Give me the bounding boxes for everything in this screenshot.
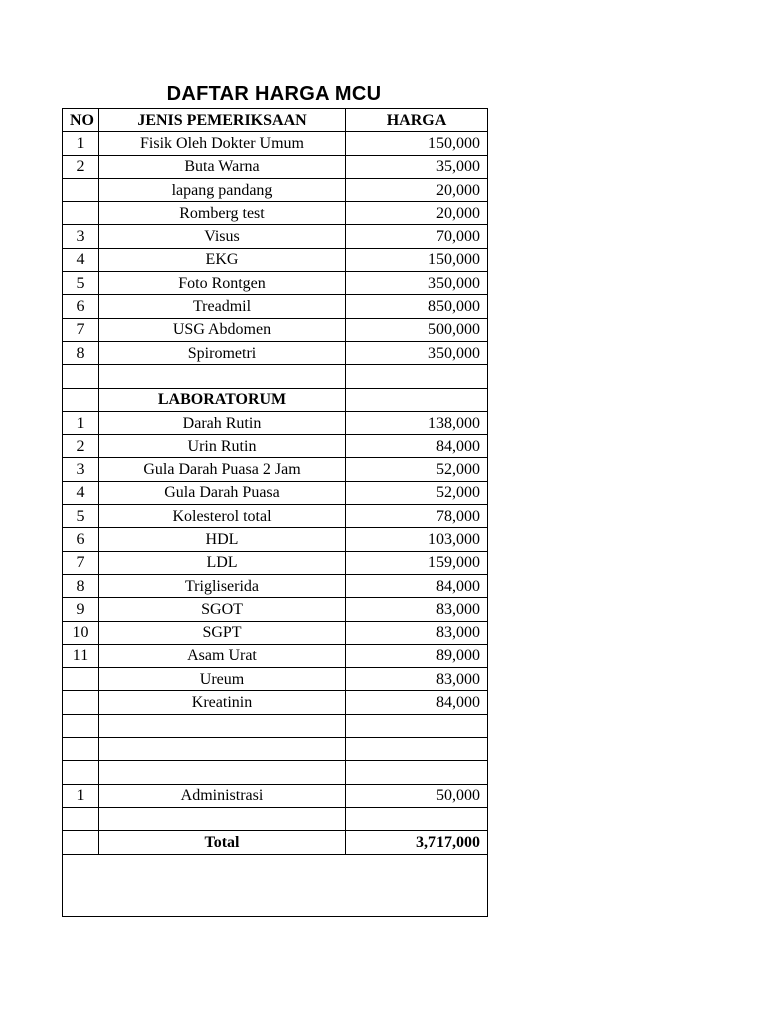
row-no bbox=[63, 807, 99, 830]
row-no bbox=[63, 714, 99, 737]
table-row bbox=[63, 644, 488, 667]
row-no: 9 bbox=[63, 598, 99, 621]
document-title: DAFTAR HARGA MCU bbox=[166, 83, 382, 105]
table-row bbox=[63, 178, 488, 201]
row-price: 84,000 bbox=[346, 574, 488, 597]
row-price: 52,000 bbox=[346, 458, 488, 481]
row-name bbox=[99, 738, 346, 761]
row-no: 1 bbox=[63, 411, 99, 434]
row-price: 20,000 bbox=[346, 178, 488, 201]
table-row bbox=[63, 365, 488, 388]
row-price: 850,000 bbox=[346, 295, 488, 318]
row-price bbox=[346, 807, 488, 830]
row-name: Spirometri bbox=[99, 341, 346, 364]
table-row bbox=[63, 318, 488, 341]
row-name: Fisik Oleh Dokter Umum bbox=[99, 132, 346, 155]
table-row bbox=[63, 807, 488, 830]
row-price bbox=[346, 388, 488, 411]
row-price: 159,000 bbox=[346, 551, 488, 574]
row-price: 350,000 bbox=[346, 341, 488, 364]
row-name: HDL bbox=[99, 528, 346, 551]
row-price: 35,000 bbox=[346, 155, 488, 178]
row-price: 83,000 bbox=[346, 598, 488, 621]
row-price: 50,000 bbox=[346, 784, 488, 807]
row-name bbox=[99, 807, 346, 830]
total-row bbox=[63, 831, 488, 854]
table-header-row bbox=[63, 109, 488, 132]
table-row bbox=[63, 761, 488, 784]
table-row bbox=[63, 155, 488, 178]
table-row bbox=[63, 388, 488, 411]
row-price: 84,000 bbox=[346, 691, 488, 714]
table-row bbox=[63, 202, 488, 225]
row-no: 3 bbox=[63, 458, 99, 481]
row-no: 1 bbox=[63, 784, 99, 807]
row-price: 150,000 bbox=[346, 132, 488, 155]
table-row bbox=[63, 435, 488, 458]
row-no: 10 bbox=[63, 621, 99, 644]
row-price bbox=[346, 365, 488, 388]
table-row bbox=[63, 132, 488, 155]
row-name: EKG bbox=[99, 248, 346, 271]
row-no: 1 bbox=[63, 132, 99, 155]
row-no bbox=[63, 761, 99, 784]
table-row bbox=[63, 295, 488, 318]
table-row bbox=[63, 668, 488, 691]
table-row bbox=[63, 411, 488, 434]
row-name bbox=[99, 365, 346, 388]
row-price: 52,000 bbox=[346, 481, 488, 504]
row-price: 70,000 bbox=[346, 225, 488, 248]
header-no: NO bbox=[63, 109, 99, 132]
row-name: Romberg test bbox=[99, 202, 346, 225]
table-row bbox=[63, 341, 488, 364]
row-no: 2 bbox=[63, 435, 99, 458]
row-no bbox=[63, 365, 99, 388]
row-name: Gula Darah Puasa bbox=[99, 481, 346, 504]
row-no bbox=[63, 178, 99, 201]
row-price bbox=[346, 738, 488, 761]
row-no: 5 bbox=[63, 272, 99, 295]
row-price: 500,000 bbox=[346, 318, 488, 341]
footer-empty-row bbox=[63, 854, 488, 916]
total-no-cell bbox=[63, 831, 99, 854]
row-name: SGPT bbox=[99, 621, 346, 644]
row-no bbox=[63, 202, 99, 225]
row-price: 83,000 bbox=[346, 668, 488, 691]
row-price: 78,000 bbox=[346, 505, 488, 528]
row-price: 83,000 bbox=[346, 621, 488, 644]
row-name: Administrasi bbox=[99, 784, 346, 807]
row-price: 103,000 bbox=[346, 528, 488, 551]
row-no: 7 bbox=[63, 551, 99, 574]
row-price: 350,000 bbox=[346, 272, 488, 295]
table-row bbox=[63, 691, 488, 714]
table-body bbox=[63, 132, 488, 831]
row-name: lapang pandang bbox=[99, 178, 346, 201]
row-name: Urin Rutin bbox=[99, 435, 346, 458]
table-row bbox=[63, 598, 488, 621]
row-name: Kreatinin bbox=[99, 691, 346, 714]
table-row bbox=[63, 738, 488, 761]
row-no: 11 bbox=[63, 644, 99, 667]
row-no bbox=[63, 388, 99, 411]
row-price: 89,000 bbox=[346, 644, 488, 667]
row-no: 8 bbox=[63, 574, 99, 597]
row-name: USG Abdomen bbox=[99, 318, 346, 341]
row-no: 2 bbox=[63, 155, 99, 178]
total-value: 3,717,000 bbox=[346, 831, 488, 854]
table-row bbox=[63, 621, 488, 644]
row-name: LDL bbox=[99, 551, 346, 574]
row-no: 4 bbox=[63, 248, 99, 271]
table-row bbox=[63, 458, 488, 481]
table-row bbox=[63, 225, 488, 248]
row-no: 7 bbox=[63, 318, 99, 341]
header-price: HARGA bbox=[346, 109, 488, 132]
table-row bbox=[63, 505, 488, 528]
row-price: 84,000 bbox=[346, 435, 488, 458]
row-name: Asam Urat bbox=[99, 644, 346, 667]
row-name: Trigliserida bbox=[99, 574, 346, 597]
row-name: Buta Warna bbox=[99, 155, 346, 178]
row-name: Visus bbox=[99, 225, 346, 248]
row-no bbox=[63, 691, 99, 714]
row-no: 8 bbox=[63, 341, 99, 364]
row-name: Ureum bbox=[99, 668, 346, 691]
row-no: 6 bbox=[63, 528, 99, 551]
footer-empty-cell bbox=[63, 854, 488, 916]
row-no: 5 bbox=[63, 505, 99, 528]
table-row bbox=[63, 481, 488, 504]
row-price bbox=[346, 761, 488, 784]
row-name: Foto Rontgen bbox=[99, 272, 346, 295]
table-row bbox=[63, 528, 488, 551]
row-name: Kolesterol total bbox=[99, 505, 346, 528]
table-row bbox=[63, 574, 488, 597]
row-name: SGOT bbox=[99, 598, 346, 621]
row-no: 3 bbox=[63, 225, 99, 248]
row-price: 150,000 bbox=[346, 248, 488, 271]
row-no: 4 bbox=[63, 481, 99, 504]
price-table bbox=[62, 108, 488, 917]
header-name: JENIS PEMERIKSAAN bbox=[99, 109, 346, 132]
total-label: Total bbox=[99, 831, 346, 854]
table-row bbox=[63, 272, 488, 295]
row-name bbox=[99, 761, 346, 784]
row-name: LABORATORUM bbox=[99, 388, 346, 411]
row-name bbox=[99, 714, 346, 737]
row-price bbox=[346, 714, 488, 737]
row-price: 138,000 bbox=[346, 411, 488, 434]
row-name: Treadmil bbox=[99, 295, 346, 318]
row-no bbox=[63, 668, 99, 691]
table-row bbox=[63, 551, 488, 574]
row-name: Gula Darah Puasa 2 Jam bbox=[99, 458, 346, 481]
row-no: 6 bbox=[63, 295, 99, 318]
row-name: Darah Rutin bbox=[99, 411, 346, 434]
table-row bbox=[63, 784, 488, 807]
row-price: 20,000 bbox=[346, 202, 488, 225]
table-row bbox=[63, 248, 488, 271]
table-row bbox=[63, 714, 488, 737]
row-no bbox=[63, 738, 99, 761]
